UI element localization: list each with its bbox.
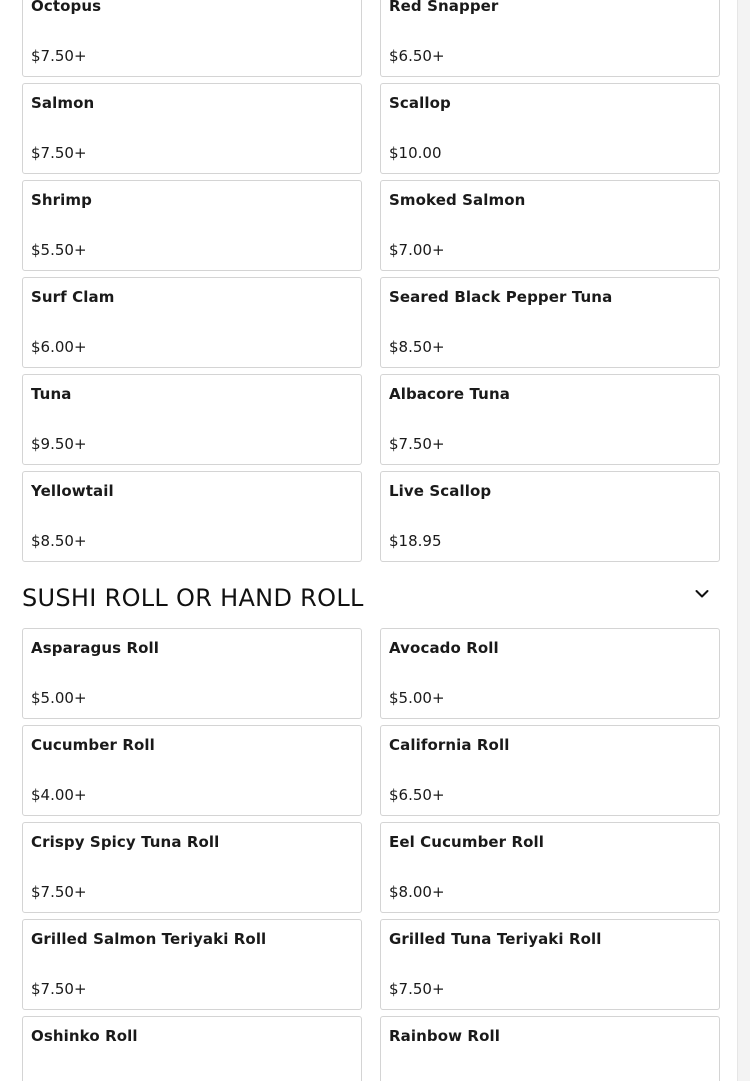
roll-items-grid [22,628,720,1081]
menu-item-name: Shrimp [31,191,92,209]
menu-item-card[interactable] [380,628,720,719]
menu-item-price: $7.50+ [31,980,87,998]
menu-item-card[interactable] [380,725,720,816]
menu-item-name: California Roll [389,736,510,754]
menu-item-name: Scallop [389,94,451,112]
menu-item-name: Avocado Roll [389,639,499,657]
menu-item-price: $5.00+ [389,689,445,707]
menu-item-name: Smoked Salmon [389,191,526,209]
menu-item-name: Salmon [31,94,95,112]
menu-item-name: Red Snapper [389,0,499,15]
menu-item-price: $7.50+ [31,47,87,65]
section-title: SUSHI ROLL OR HAND ROLL [22,584,364,612]
menu-item-card[interactable] [22,1016,362,1081]
menu-item-name: Octopus [31,0,102,15]
menu-item-card[interactable] [22,725,362,816]
menu-item-name: Surf Clam [31,288,115,306]
menu-item-card[interactable] [380,277,720,368]
menu-items-grid [22,0,720,562]
page-scrollbar[interactable] [737,0,750,1081]
menu-item-name: Oshinko Roll [31,1027,138,1045]
section-header-sushi-roll[interactable] [22,580,720,616]
menu-item-price: $18.95 [389,532,442,550]
menu-item-name: Crispy Spicy Tuna Roll [31,833,220,851]
menu-item-card[interactable] [380,374,720,465]
menu-item-name: Cucumber Roll [31,736,155,754]
menu-item-price: $8.50+ [31,532,87,550]
menu-item-price: $6.50+ [389,47,445,65]
menu-item-price: $7.50+ [389,980,445,998]
menu-item-card[interactable] [380,83,720,174]
menu-item-name: Yellowtail [31,482,114,500]
menu-item-name: Tuna [31,385,72,403]
menu-item-name: Grilled Salmon Teriyaki Roll [31,930,267,948]
menu-item-price: $9.50+ [31,435,87,453]
menu-item-card[interactable] [22,471,362,562]
menu-item-card[interactable] [380,180,720,271]
menu-item-price: $7.50+ [31,883,87,901]
menu-item-price: $4.00+ [31,786,87,804]
menu-item-price: $6.00+ [31,338,87,356]
menu-item-price: $5.50+ [31,241,87,259]
menu-item-price: $10.00 [389,144,442,162]
menu-item-price: $5.00+ [31,689,87,707]
menu-item-name: Live Scallop [389,482,492,500]
menu-item-card[interactable] [380,0,720,77]
menu-item-name: Asparagus Roll [31,639,160,657]
menu-item-name: Seared Black Pepper Tuna [389,288,613,306]
menu-item-price: $7.50+ [389,435,445,453]
menu-item-card[interactable] [22,919,362,1010]
menu-item-card[interactable] [380,1016,720,1081]
menu-item-card[interactable] [380,822,720,913]
menu-item-name: Albacore Tuna [389,385,510,403]
menu-item-name: Rainbow Roll [389,1027,500,1045]
menu-item-card[interactable] [22,277,362,368]
menu-item-price: $6.50+ [389,786,445,804]
menu-item-card[interactable] [22,0,362,77]
menu-item-price: $8.50+ [389,338,445,356]
chevron-down-icon[interactable] [694,586,710,602]
menu-item-card[interactable] [22,83,362,174]
menu-item-name: Grilled Tuna Teriyaki Roll [389,930,602,948]
menu-item-price: $8.00+ [389,883,445,901]
menu-item-card[interactable] [380,471,720,562]
menu-item-name: Eel Cucumber Roll [389,833,545,851]
menu-item-card[interactable] [22,628,362,719]
menu-item-card[interactable] [380,919,720,1010]
menu-item-card[interactable] [22,180,362,271]
menu-item-card[interactable] [22,822,362,913]
menu-item-price: $7.50+ [31,144,87,162]
menu-item-price: $7.00+ [389,241,445,259]
menu-item-card[interactable] [22,374,362,465]
